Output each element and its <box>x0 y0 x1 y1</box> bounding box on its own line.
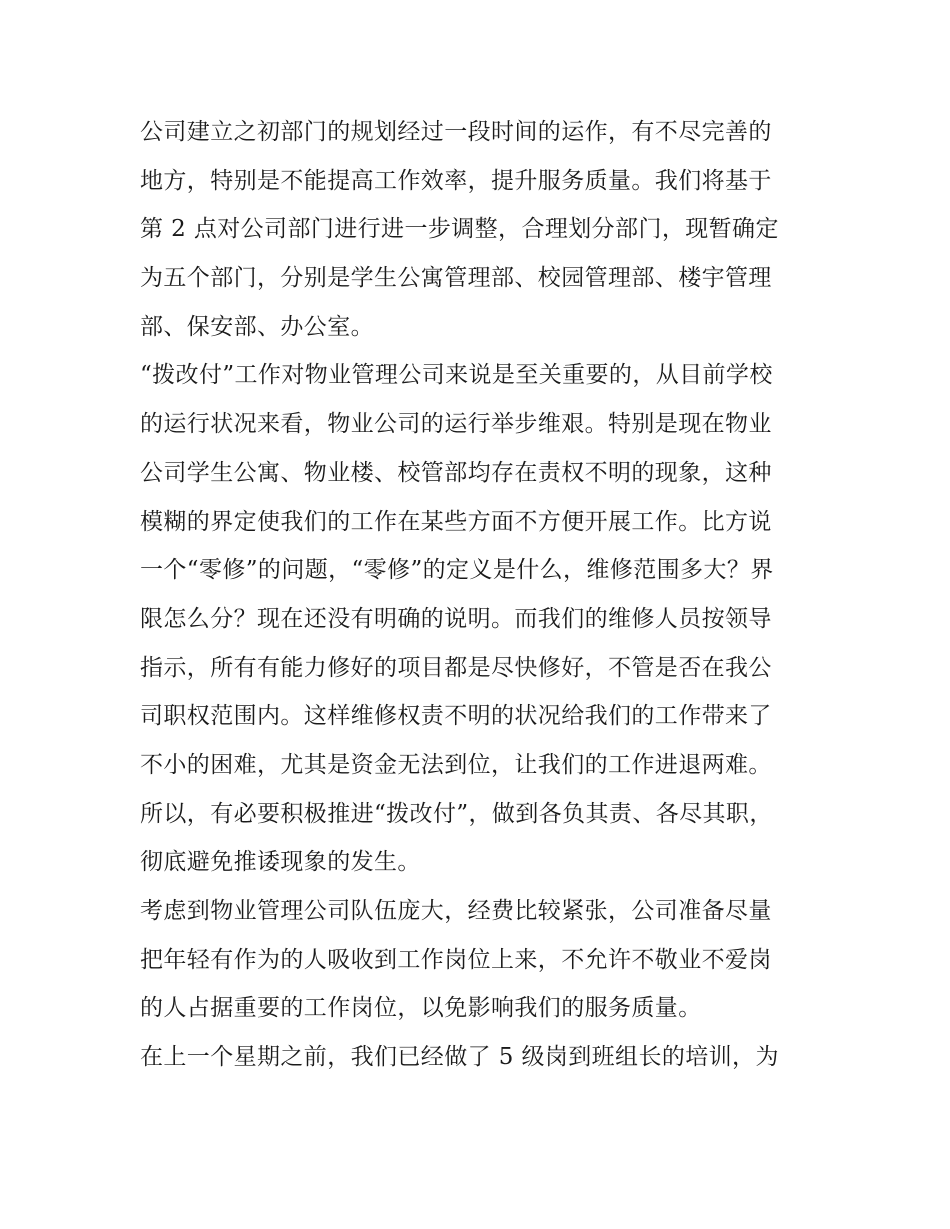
text-line: 所以，有必要积极推进“拨改付”，做到各负其责、各尽其职， <box>140 800 773 827</box>
text-line: 为五个部门，分别是学生公寓管理部、校园管理部、楼宇管理 <box>140 265 772 292</box>
text-line: 公司建立之初部门的规划经过一段时间的运作，有不尽完善的 <box>140 119 772 145</box>
text-line: 的人占据重要的工作岗位，以免影响我们的服务质量。 <box>140 995 702 1022</box>
text-line: “拨改付”工作对物业管理公司来说是至关重要的，从目前学校 <box>140 362 773 389</box>
text-line: 地方，特别是不能提高工作效率，提升服务质量。我们将基于 <box>140 167 772 194</box>
text-line: 一个“零修”的问题，“零修”的定义是什么，维修范围多大？界 <box>140 557 774 584</box>
text-line: 司职权范围内。这样维修权责不明的状况给我们的工作带来了 <box>140 703 772 730</box>
text-line: 把年轻有作为的人吸收到工作岗位上来，不允许不敬业不爱岗 <box>140 946 772 973</box>
paragraph-department-plan <box>140 108 820 351</box>
text-line: 第 2 点对公司部门进行进一步调整，合理划分部门，现暂确定 <box>140 216 779 243</box>
text-line: 指示，所有有能力修好的项目都是尽快修好，不管是否在我公 <box>140 654 772 681</box>
paragraph-training <box>140 1033 820 1082</box>
text-line: 模糊的界定使我们的工作在某些方面不方便开展工作。比方说 <box>140 508 772 535</box>
document-body <box>140 108 820 1082</box>
text-line: 公司学生公寓、物业楼、校管部均存在责权不明的现象，这种 <box>140 459 772 486</box>
text-line: 部、保安部、办公室。 <box>140 313 374 340</box>
text-line: 在上一个星期之前，我们已经做了 5 级岗到班组长的培训，为 <box>140 1044 779 1071</box>
paragraph-bogaifu <box>140 351 820 887</box>
text-line: 的运行状况来看，物业公司的运行举步维艰。特别是现在物业 <box>140 411 772 438</box>
paragraph-staffing <box>140 887 820 1033</box>
text-line: 彻底避免推诿现象的发生。 <box>140 849 421 876</box>
text-line: 考虑到物业管理公司队伍庞大，经费比较紧张，公司准备尽量 <box>140 898 772 924</box>
text-line: 不小的困难，尤其是资金无法到位，让我们的工作进退两难。 <box>140 751 772 778</box>
text-line: 限怎么分？现在还没有明确的说明。而我们的维修人员按领导 <box>140 605 772 632</box>
